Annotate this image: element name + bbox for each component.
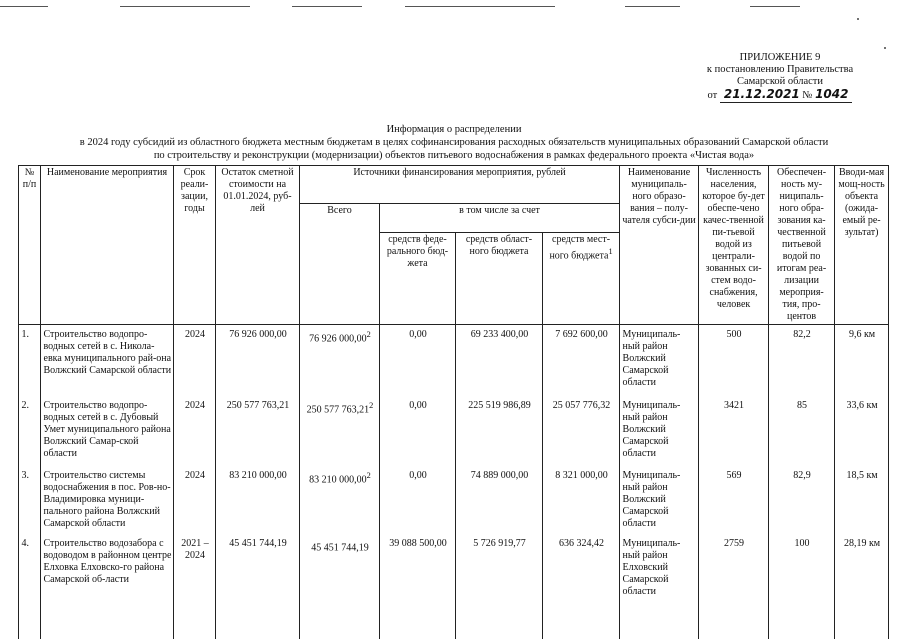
row-balance: 76 926 000,00 [229, 329, 287, 340]
row-total: 76 926 000,00$^2$ [309, 330, 371, 345]
header-share: Обеспечен-ность му-ниципаль-ного обра-зования ка-чественной питьевой водой по итогам реа-лизации мероприя-тия, про-центов [769, 166, 835, 325]
row-share: 82,9 [793, 470, 811, 481]
row-share: 85 [797, 400, 808, 411]
row-capacity: 9,6 км [848, 329, 876, 340]
scan-speck [884, 47, 886, 49]
handwritten-number: 1042 [815, 87, 849, 101]
row-population: 569 [726, 470, 742, 481]
column-rule [299, 322, 300, 639]
scan-artifact [120, 6, 250, 7]
column-rule [40, 322, 41, 639]
appendix-region: Самарской области [737, 76, 823, 87]
header-capacity: Вводи-мая мощ-ность объекта (ожида-емый ре-зультат) [835, 166, 889, 325]
header-term: Срок реали-зации, годы [174, 166, 216, 325]
row-population: 3421 [724, 400, 745, 411]
row-name: Строительство водопро-водных сетей в с. Никола-евка муниципального рай-она Волжский Самарской области [43, 329, 172, 376]
row-total: 45 451 744,19 [311, 542, 369, 554]
row-capacity: 18,5 км [846, 470, 878, 481]
row-capacity: 28,19 км [843, 538, 881, 549]
appendix-title: ПРИЛОЖЕНИЕ 9 [739, 52, 821, 63]
row-regional: 74 889 000,00 [470, 470, 529, 481]
row-federal: 0,00 [409, 470, 427, 481]
row-local: 25 057 776,32 [552, 400, 611, 411]
header-including: в том числе за счет [380, 204, 620, 233]
row-name: Строительство системы водоснабжения в пос. Ров-но-Владимировка муници-пального района Волжский Самарской области [43, 470, 171, 529]
header-balance: Остаток сметной стоимости на 01.01.2024, руб-лей [216, 166, 300, 325]
header-local: средств мест-ного бюджета$^1$ [543, 233, 620, 325]
row-federal: 0,00 [409, 400, 427, 411]
header-regional: средств област-ного бюджета [456, 233, 543, 325]
row-local: 8 321 000,00 [555, 470, 608, 481]
handwritten-date: 21.12.2021 [723, 87, 800, 101]
row-municipality: Муниципаль-ный район Волжский Самарской области [622, 470, 681, 529]
column-rule [619, 322, 620, 639]
header-num: № п/п [19, 166, 41, 325]
row-balance: 45 451 744,19 [229, 538, 287, 549]
column-rule [379, 322, 380, 639]
column-rule [173, 322, 174, 639]
row-num: 4. [21, 538, 29, 549]
row-name: Строительство водопро-водных сетей в с. Дубовый Умет муниципального района Волжский Самар-ской области [43, 400, 171, 459]
row-municipality: Муниципаль-ный район Елховский Самарской области [622, 538, 681, 597]
scan-speck [857, 18, 859, 20]
row-term: 2024 [185, 400, 205, 411]
column-rule [888, 322, 889, 639]
row-federal: 0,00 [409, 329, 427, 340]
column-rule [768, 322, 769, 639]
row-local: 636 324,42 [559, 538, 605, 549]
row-capacity: 33,6 км [846, 400, 878, 411]
appendix-block [690, 52, 870, 103]
header-municipality: Наименование муниципаль-ного образо-вания – полу-чателя субси-дии [620, 166, 699, 325]
scan-artifact [405, 6, 555, 7]
column-rule [215, 322, 216, 639]
row-balance: 83 210 000,00 [229, 470, 287, 481]
row-regional: 5 726 919,77 [473, 538, 526, 549]
header-name: Наименование мероприятия [41, 166, 174, 325]
row-num: 2. [21, 400, 29, 411]
column-rule [542, 322, 543, 639]
row-num: 3. [21, 470, 29, 481]
row-name: Строительство водозабора с водоводом в районном центре Елховка Елховско-го района Самарской об-ласти [43, 538, 172, 585]
row-regional: 225 519 986,89 [468, 400, 531, 411]
header-population: Численность населения, которое бу-дет обеспе-чено качес-твенной пи-тьевой водой из централи-зованных си-стем водо-снабжения, человек [699, 166, 769, 325]
header-sources: Источники финансирования мероприятия, рублей [300, 166, 620, 204]
column-rule [455, 322, 456, 639]
table-row [19, 325, 889, 397]
header-total: Всего [300, 204, 380, 325]
row-total: 83 210 000,00$^2$ [309, 471, 371, 486]
row-term: 2021 – 2024 [181, 538, 209, 561]
scan-artifact [750, 6, 800, 7]
row-population: 500 [726, 329, 742, 340]
scan-artifact [292, 6, 362, 7]
scan-artifact [0, 6, 48, 7]
row-population: 2759 [724, 538, 745, 549]
row-regional: 69 233 400,00 [470, 329, 529, 340]
table-row [19, 534, 889, 598]
row-term: 2024 [185, 329, 205, 340]
document-title: Информация о распределении в 2024 году субсидий из областного бюджета местным бюджетам в целях софинансирования расходных обязательств муниципальных образований Самарской области по строительству и реконструкции (модернизации) объектов питьевого водоснабжения в рамках федерального проекта «Чистая вода» [79, 124, 829, 161]
table-row [19, 466, 889, 534]
scan-artifact [625, 6, 680, 7]
row-total: 250 577 763,21$^2$ [306, 401, 374, 416]
column-rule [18, 322, 19, 639]
row-municipality: Муниципаль-ный район Волжский Самарской области [622, 329, 681, 388]
appendix-date-line: от 21.12.2021 № 1042 [690, 88, 870, 103]
row-share: 82,2 [793, 329, 811, 340]
column-rule [698, 322, 699, 639]
row-balance: 250 577 763,21 [226, 400, 290, 411]
row-municipality: Муниципаль-ный район Волжский Самарской области [622, 400, 681, 459]
row-term: 2024 [185, 470, 205, 481]
column-rule [834, 322, 835, 639]
row-num: 1. [21, 329, 29, 340]
table-row [19, 396, 889, 466]
appendix-resolution: к постановлению Правительства [706, 64, 854, 75]
row-share: 100 [794, 538, 810, 549]
distribution-table [18, 165, 889, 598]
row-local: 7 692 600,00 [555, 329, 608, 340]
header-federal: средств феде-рального бюд-жета [380, 233, 456, 325]
row-federal: 39 088 500,00 [389, 538, 447, 549]
